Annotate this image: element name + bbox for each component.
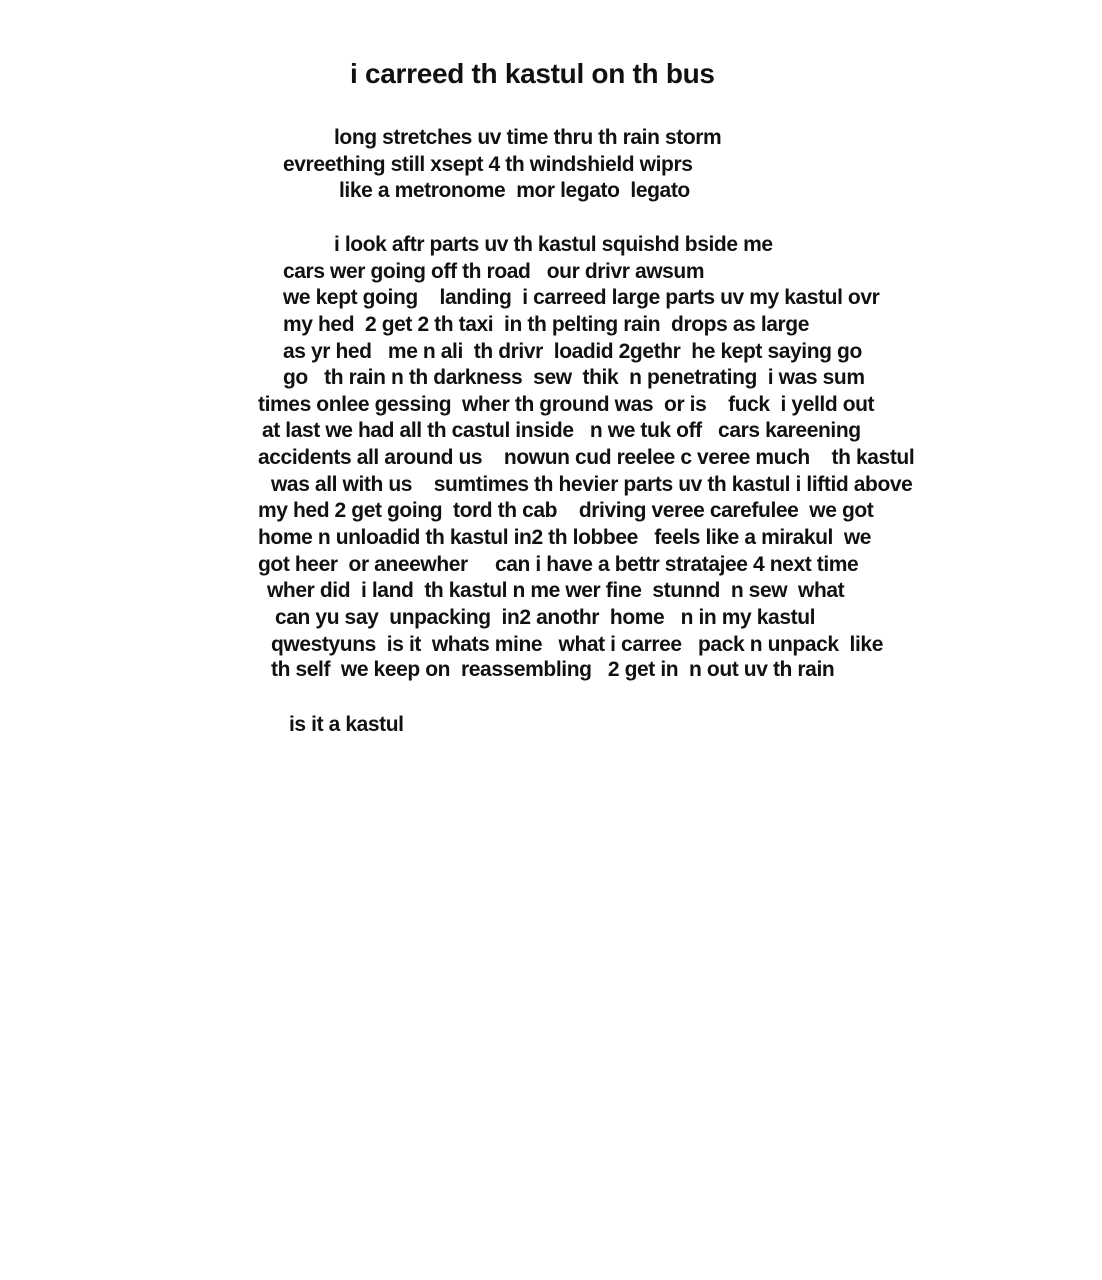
poem-line: accidents all around us nowun cud reelee c veree much th kastul [258, 446, 915, 469]
poem-line: home n unloadid th kastul in2 th lobbee feels like a mirakul we [258, 526, 872, 549]
poem-line: as yr hed me n ali th drivr loadid 2gethr he kept saying go [283, 340, 862, 363]
poem-title: i carreed th kastul on th bus [350, 58, 715, 89]
poem-line: we kept going landing i carreed large parts uv my kastul ovr [283, 286, 880, 309]
poem-line: go th rain n th darkness sew thik n penetrating i was sum [283, 366, 865, 389]
poem-line: my hed 2 get 2 th taxi in th pelting rain drops as large [283, 313, 810, 336]
poem-line: wher did i land th kastul n me wer fine stunnd n sew what [267, 579, 845, 602]
poem-line: evreething still xsept 4 th windshield wiprs [283, 153, 693, 176]
poem-line: my hed 2 get going tord th cab driving veree carefulee we got [258, 499, 874, 522]
poem-line: like a metronome mor legato legato [339, 179, 690, 202]
poem-line: was all with us sumtimes th hevier parts uv th kastul i liftid above [271, 473, 913, 496]
poem-line: cars wer going off th road our drivr awsum [283, 260, 705, 283]
poem-line: times onlee gessing wher th ground was or is fuck i yelld out [258, 393, 875, 416]
poem-line: th self we keep on reassembling 2 get in n out uv th rain [271, 658, 835, 681]
poem-line: at last we had all th castul inside n we tuk off cars kareening [262, 419, 861, 442]
poem-line: can yu say unpacking in2 anothr home n in my kastul [275, 606, 816, 629]
poem-line: qwestyuns is it whats mine what i carree pack n unpack like [271, 633, 883, 656]
poem-line: long stretches uv time thru th rain storm [334, 126, 722, 149]
poem-line: got heer or aneewher can i have a bettr stratajee 4 next time [258, 553, 859, 576]
poem-line: is it a kastul [289, 713, 404, 736]
poem-line: i look aftr parts uv th kastul squishd bside me [334, 233, 773, 256]
